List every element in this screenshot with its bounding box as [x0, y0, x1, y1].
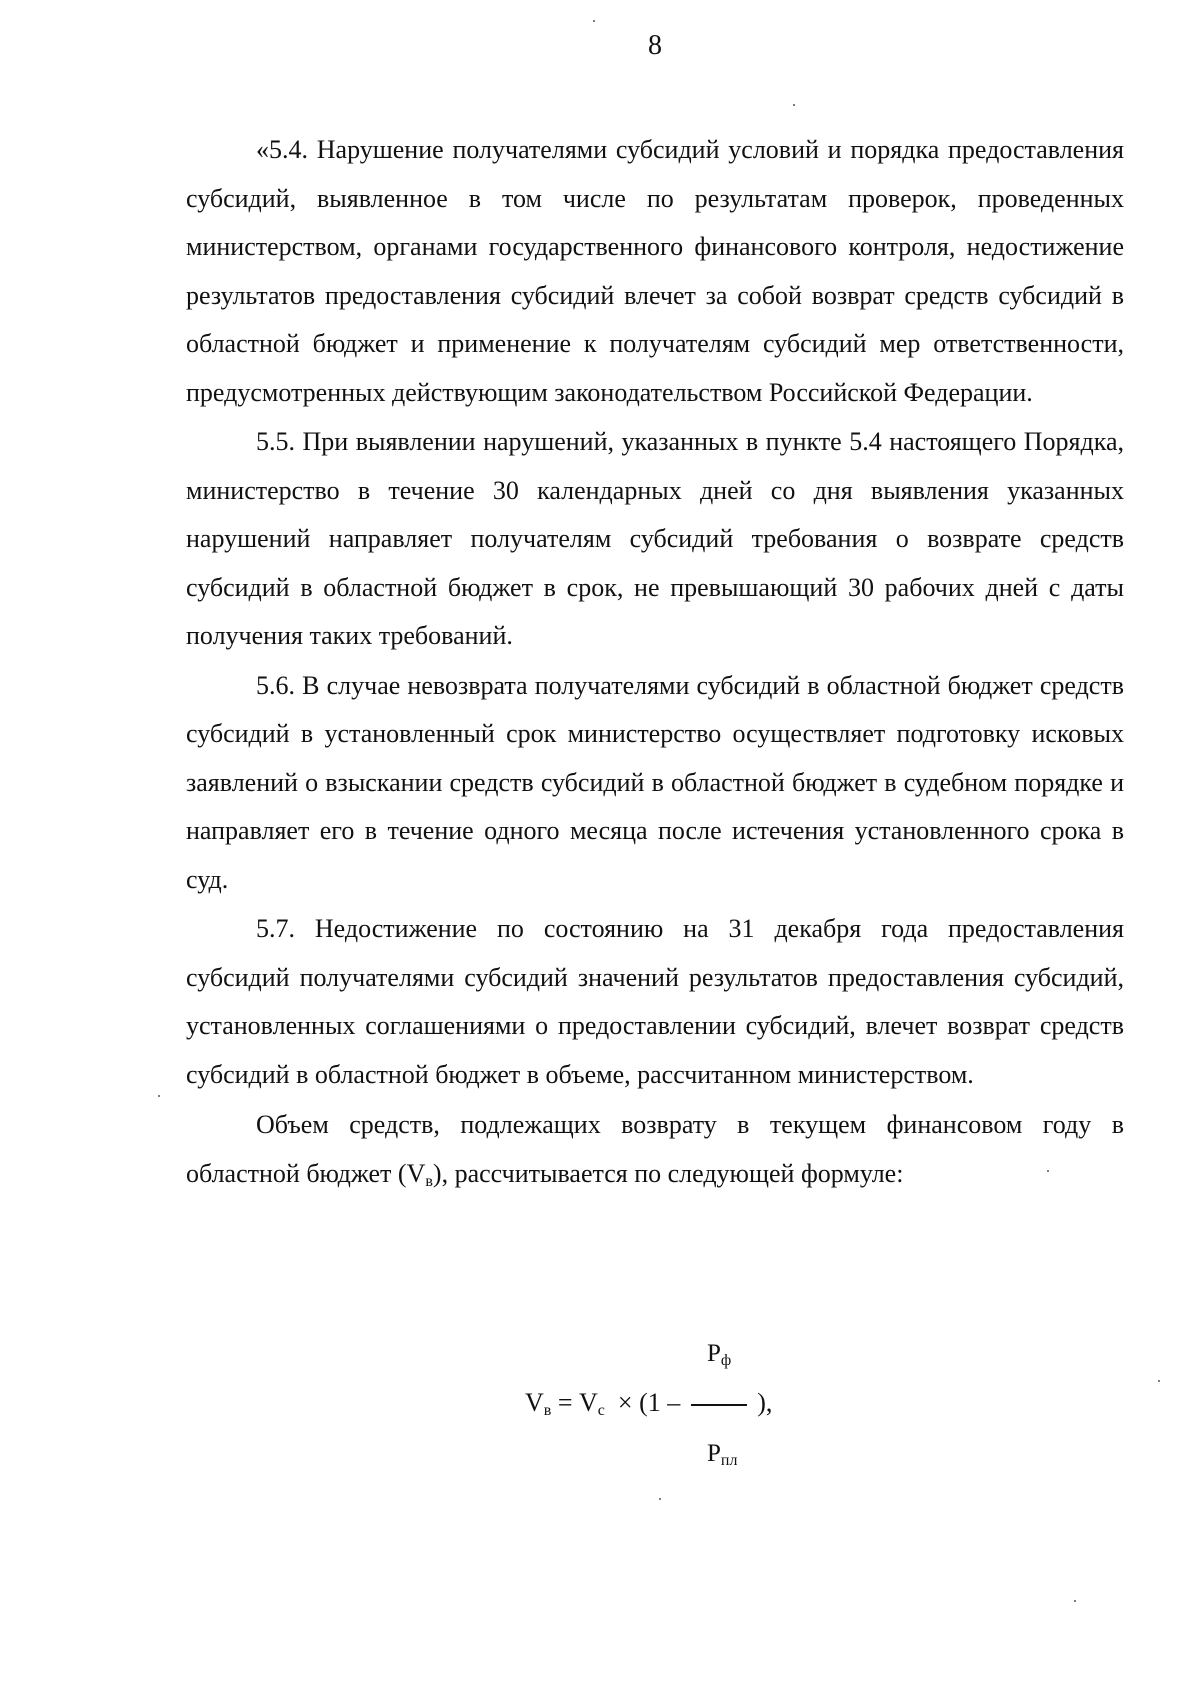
scan-speck: [593, 20, 595, 22]
formula-intro-text: Объем средств, подлежащих возврату в текущем финансовом году в областной бюджет (V: [186, 1110, 1124, 1188]
formula-denominator: [707, 1440, 737, 1470]
scan-speck: [1158, 1380, 1160, 1382]
scan-speck: [659, 1498, 661, 1500]
rhs-subscript: с: [597, 1402, 605, 1419]
rhs-symbol: V: [579, 1388, 598, 1417]
scan-speck: [1074, 1600, 1076, 1602]
formula-close: ),: [750, 1388, 773, 1417]
denominator-subscript: пл: [720, 1452, 738, 1469]
formula-numerator: [707, 1340, 731, 1370]
numerator-symbol: Р: [707, 1340, 721, 1367]
page-number: 8: [648, 30, 662, 61]
lhs-subscript: в: [543, 1402, 552, 1419]
paragraph-5-5: 5.5. При выявлении нарушений, указанных в пункте 5.4 настоящего Порядка, министерство в течение 30 календарных дней со дня выявления указанных нарушений направляет получателям субсидий требования о возврате средств субсидий в областной бюджет в срок, не превышающий 30 рабочих дней с даты получения таких требований.: [186, 427, 1124, 650]
times-open: × (1 –: [604, 1388, 687, 1417]
paragraph-5-4: «5.4. Нарушение получателями субсидий условий и порядка предоставления субсидий, выявленное в том числе по результатам проверок, проведенных министерством, органами государственного финансового контроля, недостижение результатов предоставления субсидий влечет за собой возврат средств субсидий в областной бюджет и применение к получателям субсидий мер ответственности, предусмотренных действующим законодательством Российской Федерации.: [186, 135, 1124, 407]
formula-main-line: [525, 1388, 772, 1420]
scan-speck: [158, 1095, 160, 1097]
paragraph-5-6: 5.6. В случае невозврата получателями субсидий в областной бюджет средств субсидий в установленный срок министерство осуществляет подготовку исковых заявлений о взыскании средств субсидий в областной бюджет в судебном порядке и направляет его в течение одного месяца после истечения установленного срока в суд.: [186, 670, 1124, 894]
fraction-bar: [691, 1404, 747, 1406]
formula-intro-tail: ), рассчитывается по следующей формуле:: [432, 1158, 904, 1188]
document-body: [186, 126, 1124, 1206]
scan-speck: [1047, 1170, 1049, 1172]
equals-sign: =: [551, 1388, 580, 1417]
formula-intro-subscript: в: [425, 1172, 433, 1190]
lhs-symbol: V: [525, 1388, 544, 1417]
numerator-subscript: ф: [720, 1352, 732, 1369]
denominator-symbol: Р: [707, 1440, 721, 1467]
paragraph-formula-intro: [186, 1101, 1124, 1206]
return-volume-formula: [0, 1340, 1200, 1480]
paragraph-5-7: 5.7. Недостижение по состоянию на 31 декабря года предоставления субсидий получателями субсидий значений результатов предоставления субсидий, установленных соглашениями о предоставлении субсидий, влечет возврат средств субсидий в областной бюджет в объеме, рассчитанном министерством.: [186, 914, 1124, 1089]
scan-speck: [793, 104, 795, 106]
